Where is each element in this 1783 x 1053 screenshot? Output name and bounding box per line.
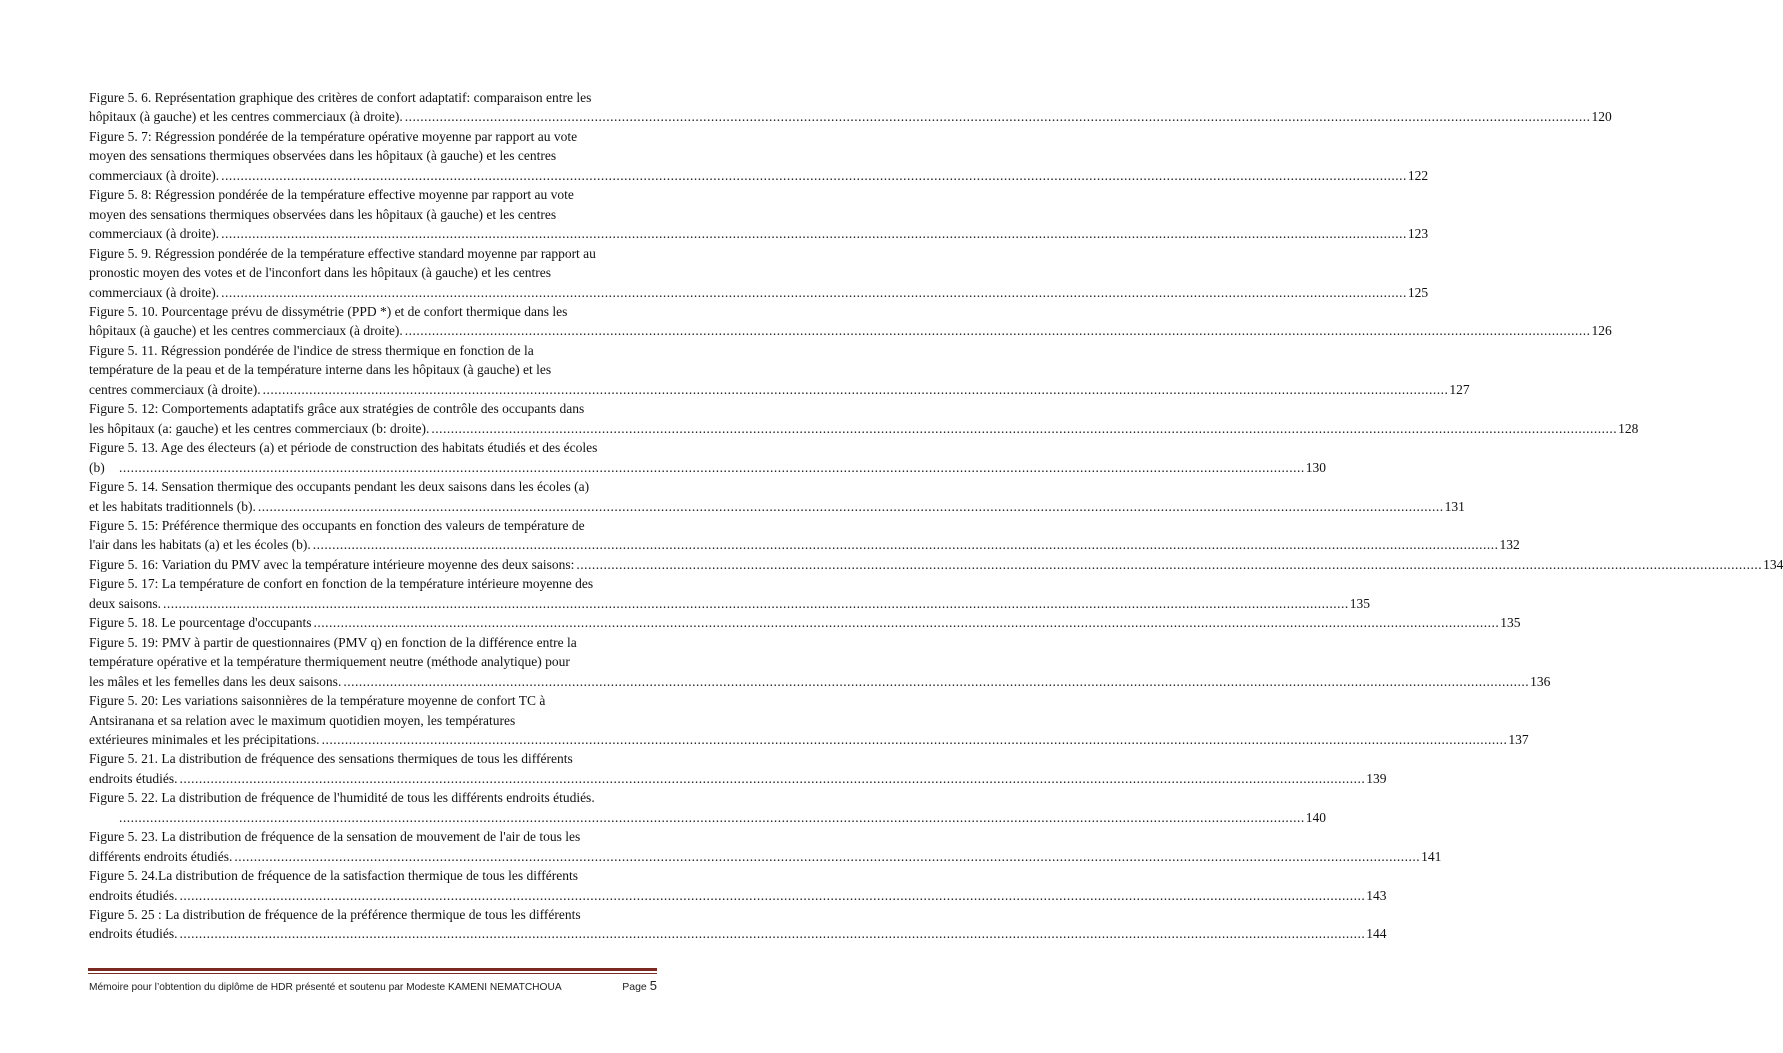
toc-entry[interactable] [89,516,1520,555]
toc-entry-line: température opérative et la température thermiquement neutre (méthode analytique) pour [89,654,570,670]
toc-entry-last-line [89,886,1387,905]
toc-entry-text: commerciaux (à droite). [89,167,220,183]
toc-page-number: 120 [1591,109,1612,125]
page-footer [89,978,657,993]
toc-dot-leader [179,886,1365,905]
toc-entry-text: l'air dans les habitats (a) et les écoles (b). [89,537,311,553]
toc-entry[interactable] [89,185,1429,243]
toc-entry-last-line [89,847,1442,866]
toc-entry[interactable] [89,127,1429,185]
footer-page [622,978,657,993]
toc-page-number: 135 [1349,595,1370,611]
table-of-figures [89,88,1783,944]
toc-entry-text: hôpitaux (à gauche) et les centres commerciaux (à droite). [89,323,403,339]
toc-entry[interactable] [89,905,1387,944]
toc-entry-line: Figure 5. 11. Régression pondérée de l'indice de stress thermique en fonction de la [89,342,534,358]
toc-entry-text: endroits étudiés. [89,770,178,786]
toc-entry-last-line [89,535,1520,554]
toc-entry-last-line [89,166,1429,185]
toc-page-number: 135 [1500,615,1521,631]
toc-dot-leader [322,730,1508,749]
toc-dot-leader [258,497,1444,516]
toc-dot-leader [221,283,1407,302]
toc-entry-line: Figure 5. 20: Les variations saisonnières de la température moyenne de confort TC à [89,693,546,709]
toc-entry-line: Figure 5. 9. Régression pondérée de la température effective standard moyenne par rapport au [89,245,596,261]
toc-entry-line: Antsiranana et sa relation avec le maximum quotidien moyen, les températures [89,712,516,728]
toc-entry-last-line [89,107,1612,126]
toc-entry-line: Figure 5. 14. Sensation thermique des occupants pendant les deux saisons dans les écoles (a) [89,479,590,495]
toc-entry-line: Figure 5. 13. Age des électeurs (a) et période de construction des habitats étudiés et des écoles [89,440,598,456]
toc-entry-text: et les habitats traditionnels (b). [89,498,256,514]
footer-page-label: Page [622,981,647,993]
footer-text: Mémoire pour l’obtention du diplôme de HDR présenté et soutenu par Modeste KAMENI NEMATCHOUA [89,982,562,993]
toc-entry-last-line [89,769,1387,788]
toc-entry-line: Figure 5. 10. Pourcentage prévu de dissymétrie (PPD *) et de confort thermique dans les [89,303,568,319]
toc-entry-line: Figure 5. 17: La température de confort en fonction de la température intérieure moyenne des [89,576,594,592]
toc-dot-leader [314,613,1500,632]
toc-page-number: 126 [1591,323,1612,339]
toc-entry-text: endroits étudiés. [89,926,178,942]
toc-page-number: 143 [1366,887,1387,903]
toc-entry[interactable] [89,866,1387,905]
toc-page-number: 140 [1305,809,1326,825]
toc-dot-leader [234,847,1420,866]
toc-entry-line: Figure 5. 23. La distribution de fréquence de la sensation de mouvement de l'air de tous les [89,829,581,845]
toc-page-number: 131 [1444,498,1465,514]
toc-entry-line: pronostic moyen des votes et de l'inconfort dans les hôpitaux (à gauche) et les centres [89,265,552,281]
toc-entry-last-line [89,419,1639,438]
toc-dot-leader [576,555,1762,574]
toc-entry-line: Figure 5. 12: Comportements adaptatifs grâce aux stratégies de contrôle des occupants dans [89,401,585,417]
toc-dot-leader [221,166,1407,185]
toc-dot-leader [179,924,1365,943]
toc-entry-last-line [89,613,1521,632]
toc-entry[interactable] [89,438,1326,477]
toc-entry-text: Figure 5. 16: Variation du PMV avec la température intérieure moyenne des deux saisons: [89,556,575,572]
toc-entry-text: différents endroits étudiés. [89,848,233,864]
toc-entry[interactable] [89,477,1465,516]
toc-page-number: 130 [1305,459,1326,475]
toc-entry-last-line [89,555,1783,574]
toc-entry-last-line: (b) ..... 130 [117,458,656,477]
toc-entry-text: endroits étudiés. [89,887,178,903]
toc-dot-leader [221,224,1407,243]
toc-dot-leader [405,107,1591,126]
toc-entry[interactable] [89,341,1470,399]
toc-entry-last-line [89,380,1470,399]
toc-entry[interactable] [89,613,1521,632]
toc-entry-line: moyen des sensations thermiques observées dans les hôpitaux (à gauche) et les centres [89,206,557,222]
toc-page-number: 139 [1366,770,1387,786]
toc-entry-last-line [89,594,1370,613]
toc-entry-text: extérieures minimales et les précipitations. [89,731,320,747]
toc-entry-text: commerciaux (à droite). [89,226,220,242]
toc-dot-leader [431,419,1617,438]
toc-entry-line: Figure 5. 25 : La distribution de fréquence de la préférence thermique de tous les différents [89,907,581,923]
toc-entry-line: Figure 5. 15: Préférence thermique des occupants en fonction des valeurs de température de [89,517,585,533]
toc-page-number: 128 [1618,420,1639,436]
toc-page-number: 134 [1763,556,1783,572]
toc-entry-line: Figure 5. 7: Régression pondérée de la température opérative moyenne par rapport au vote [89,128,578,144]
toc-dot-leader [119,808,1305,827]
toc-entry-line: Figure 5. 22. La distribution de fréquence de l'humidité de tous les différents endroits étudiés. [89,790,595,806]
toc-entry-text: commerciaux (à droite). [89,284,220,300]
toc-entry-line: moyen des sensations thermiques observées dans les hôpitaux (à gauche) et les centres [89,148,557,164]
toc-page-number: 123 [1407,226,1429,242]
toc-entry-text: Figure 5. 18. Le pourcentage d'occupants [89,615,312,631]
toc-entry-last-line [89,730,1529,749]
toc-entry[interactable] [89,633,1551,691]
toc-entry-text: centres commerciaux (à droite). [89,381,261,397]
footer-rule-thick [88,968,657,971]
toc-entry-line: température de la peau et de la température interne dans les hôpitaux (à gauche) et les [89,362,552,378]
toc-entry[interactable] [89,244,1429,302]
toc-page-number: 136 [1530,673,1551,689]
toc-entry[interactable] [89,302,1612,341]
toc-entry[interactable] [89,749,1387,788]
toc-page-number: 132 [1499,537,1520,553]
toc-entry[interactable] [89,88,1612,127]
toc-entry-text: hôpitaux (à gauche) et les centres commerciaux (à droite). [89,109,403,125]
toc-page-number: 127 [1449,381,1470,397]
toc-entry-text: les mâles et les femelles dans les deux saisons. [89,673,342,689]
toc-entry-last-line [89,321,1612,340]
toc-entry-last-line [89,224,1429,243]
toc-entry[interactable] [89,691,1529,749]
toc-dot-leader [163,594,1349,613]
toc-entry-line: Figure 5. 21. La distribution de fréquence des sensations thermiques de tous les différents [89,751,573,767]
toc-entry-line: Figure 5. 6. Représentation graphique des critères de confort adaptatif: comparaison entre les [89,90,592,105]
toc-entry-line: Figure 5. 19: PMV à partir de questionnaires (PMV q) en fonction de la différence entre la [89,634,577,650]
toc-page-number: 125 [1407,284,1429,300]
toc-entry-line: Figure 5. 24.La distribution de fréquence de la satisfaction thermique de tous les différents [89,868,578,884]
toc-entry-last-line [89,672,1551,691]
toc-entry[interactable] [89,827,1442,866]
toc-entry[interactable] [89,555,1783,574]
toc-entry[interactable] [89,788,1326,827]
toc-dot-leader [405,321,1591,340]
toc-entry-last-line [117,808,1326,827]
toc-entry[interactable] [89,399,1639,438]
toc-entry-last-line [89,924,1387,943]
toc-entry-last-line [89,497,1465,516]
toc-entry-text: deux saisons. [89,595,161,611]
toc-dot-leader [119,458,1305,477]
toc-dot-leader [313,535,1499,554]
toc-page-number: 141 [1421,848,1442,864]
toc-page-number: 144 [1366,926,1387,942]
toc-page-number: 137 [1508,731,1529,747]
toc-entry[interactable] [89,574,1370,613]
toc-entry-text: les hôpitaux (a: gauche) et les centres commerciaux (b: droite). [89,420,430,436]
footer-rule-thin [88,973,657,974]
toc-dot-leader [179,769,1365,788]
toc-entry-line: Figure 5. 8: Régression pondérée de la température effective moyenne par rapport au vote [89,187,574,203]
toc-dot-leader [263,380,1449,399]
toc-entry-last-line [89,283,1429,302]
footer-page-number: 5 [649,978,657,993]
toc-dot-leader [343,672,1529,691]
toc-page-number: 122 [1407,167,1429,183]
